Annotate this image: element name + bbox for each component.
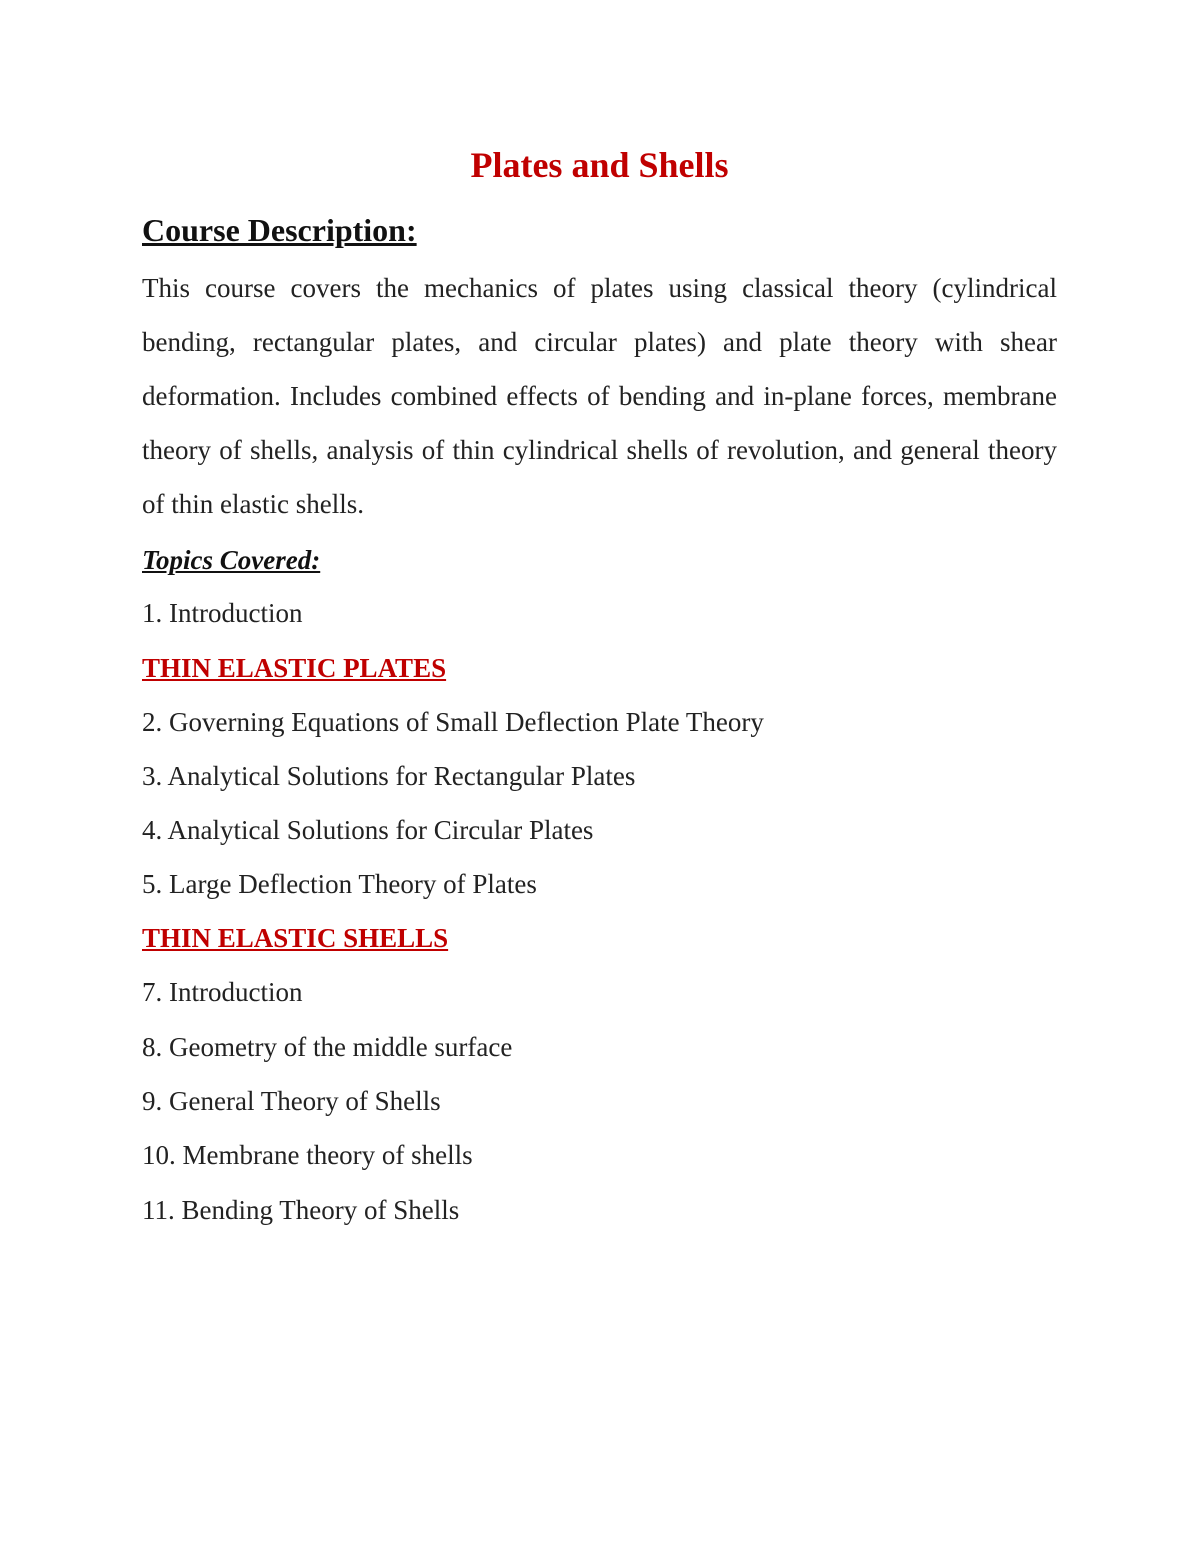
topic-item: 3. Analytical Solutions for Rectangular Plates [142, 761, 636, 791]
topic-item: 10. Membrane theory of shells [142, 1140, 473, 1170]
topic-item: 4. Analytical Solutions for Circular Plates [142, 815, 594, 845]
topic-item: 7. Introduction [142, 977, 303, 1007]
document-title: Plates and Shells [470, 145, 729, 185]
topic-item: 8. Geometry of the middle surface [142, 1032, 513, 1062]
topic-item-introduction: 1. Introduction [142, 598, 303, 628]
course-description-text: This course covers the mechanics of plates using classical theory (cylindrical bending, rectangular plates, and circular plates) and plate theory with shear deformation. Includes combined effects of bending and in-plane forces, membrane theory of shells, analysis of thin cylindrical shells of revolution, and general theory of thin elastic shells. [142, 273, 1057, 519]
course-description-heading: Course Description: [142, 212, 417, 248]
topic-item: 11. Bending Theory of Shells [142, 1195, 460, 1225]
section-heading-shells: THIN ELASTIC SHELLS [142, 923, 449, 953]
document-page [142, 0, 1057, 1553]
topic-item: 5. Large Deflection Theory of Plates [142, 869, 537, 899]
section-heading-plates: THIN ELASTIC PLATES [142, 653, 447, 683]
topic-item: 9. General Theory of Shells [142, 1086, 441, 1116]
topics-covered-heading: Topics Covered: [142, 545, 321, 575]
topic-item: 2. Governing Equations of Small Deflection Plate Theory [142, 707, 764, 737]
